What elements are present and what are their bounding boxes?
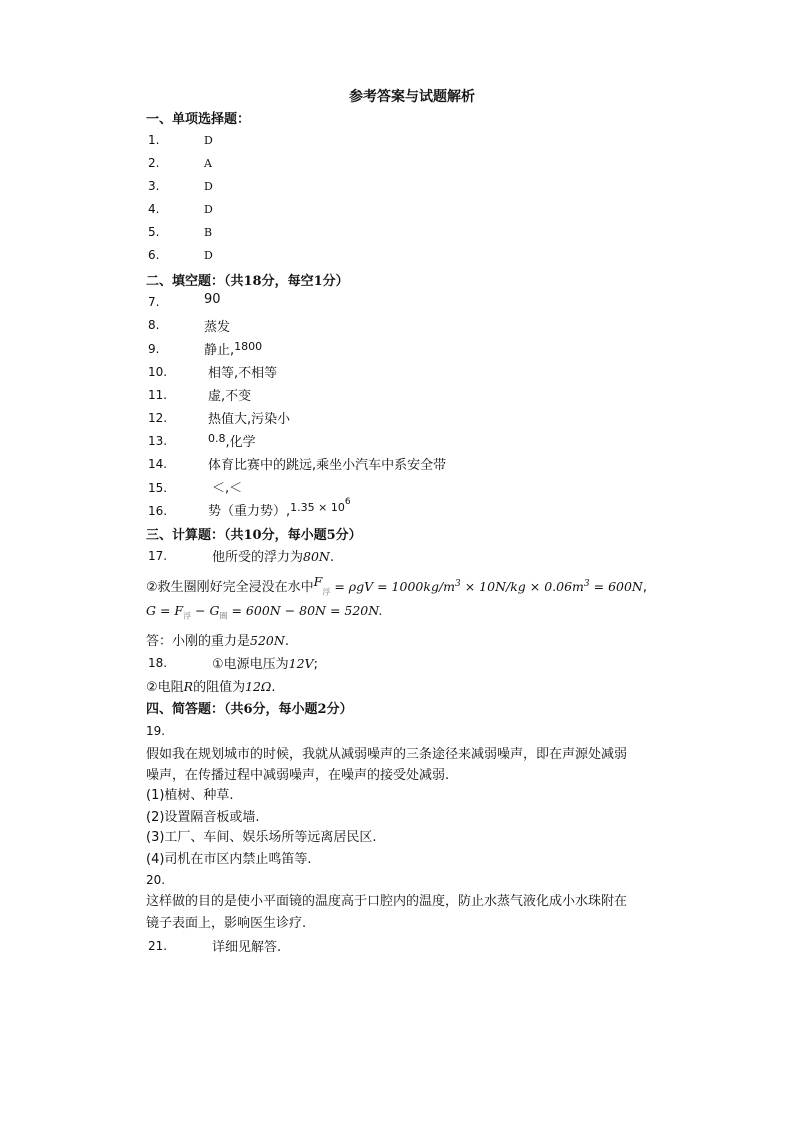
question-number: 4. — [148, 202, 160, 216]
answer-paragraph: 镜子表面上，影响医生诊疗. — [146, 916, 307, 931]
answer-point: (4)司机在市区内禁止鸣笛等. — [146, 852, 312, 867]
answer-value: A — [204, 157, 212, 170]
answer-value: D — [204, 134, 213, 147]
question-number: 20. — [146, 873, 166, 887]
answer-value: 相等,不相等 — [208, 366, 278, 381]
answer-line: 他所受的浮力为80N. — [212, 549, 334, 565]
answer-value: $^{0.8}$,化学 — [208, 432, 256, 450]
answer-line: ①电源电压为12V; — [212, 656, 318, 672]
answer-value: 体育比赛中的跳远,乘坐小汽车中系安全带 — [208, 458, 447, 473]
question-number: 5. — [148, 225, 160, 239]
section-heading-calculation: 三、计算题：（共10分，每小题5分） — [146, 528, 362, 543]
answer-value: 势（重力势）,$^{1.35 \times 106}$ — [208, 496, 351, 519]
section-heading-single-choice: 一、单项选择题： — [146, 112, 251, 127]
answer-value: D — [204, 180, 213, 193]
answer-value: B — [204, 226, 213, 239]
answer-value: D — [204, 249, 213, 262]
question-number: 19. — [146, 724, 166, 738]
question-number: 14. — [148, 457, 168, 471]
question-number: 15. — [148, 481, 168, 495]
answer-value: 虚,不变 — [208, 389, 252, 404]
question-number: 1. — [148, 133, 160, 147]
question-number: 9. — [148, 342, 160, 356]
page-title: 参考答案与试题解析 — [349, 89, 475, 105]
question-number: 21. — [148, 939, 168, 953]
question-number: 11. — [148, 388, 168, 402]
solution-line-buoyancy: ②救生圈刚好完全浸没在水中$F_浮 = \rho gV = 1000kg/m^3 \times 10N/kg \times 0.06m^3 = 600N$, — [146, 574, 648, 597]
answer-paragraph: 噪声，在传播过程中减弱噪声，在噪声的接受处减弱. — [146, 768, 450, 783]
answer-paragraph: 这样做的目的是使小平面镜的温度高于口腔内的温度，防止水蒸气液化成小水珠附在 — [146, 894, 628, 909]
question-number: 17. — [148, 549, 168, 563]
question-number: 2. — [148, 156, 160, 170]
question-number: 16. — [148, 504, 168, 518]
answer-value: 热值大,污染小 — [208, 412, 291, 427]
question-number: 7. — [148, 295, 160, 309]
answer-point: (2)设置隔音板或墙. — [146, 810, 260, 825]
section-heading-fill-blank: 二、填空题：（共18分，每空1分） — [146, 274, 349, 289]
answer-line: ②电阻R的阻值为12Ω. — [146, 679, 276, 695]
question-number: 3. — [148, 179, 160, 193]
answer-value: 详细见解答. — [212, 940, 282, 955]
answer-value: D — [204, 203, 213, 216]
answer-paragraph: 假如我在规划城市的时候，我就从减弱噪声的三条途径来减弱噪声，即在声源处减弱 — [146, 747, 628, 762]
question-number: 13. — [148, 434, 168, 448]
answer-point: (3)工厂、车间、娱乐场所等远离居民区. — [146, 830, 377, 845]
answer-value: 静止,$^{1800}$ — [204, 340, 263, 358]
question-number: 18. — [148, 656, 168, 670]
question-number: 6. — [148, 248, 160, 262]
answer-line: 答：小刚的重力是520N. — [146, 633, 289, 649]
question-number: 8. — [148, 318, 160, 332]
question-number: 12. — [148, 411, 168, 425]
answer-point: (1)植树、种草. — [146, 788, 234, 803]
solution-line-gravity: $G = F_浮 - G_圈 = 600N - 80N = 520N$. — [146, 603, 383, 621]
answer-value: 90 — [204, 292, 221, 307]
section-heading-short-answer: 四、简答题：（共6分，每小题2分） — [146, 702, 353, 717]
answer-value: 蒸发 — [204, 320, 231, 335]
question-number: 10. — [148, 365, 168, 379]
answer-value: ＜,＜ — [212, 481, 243, 496]
